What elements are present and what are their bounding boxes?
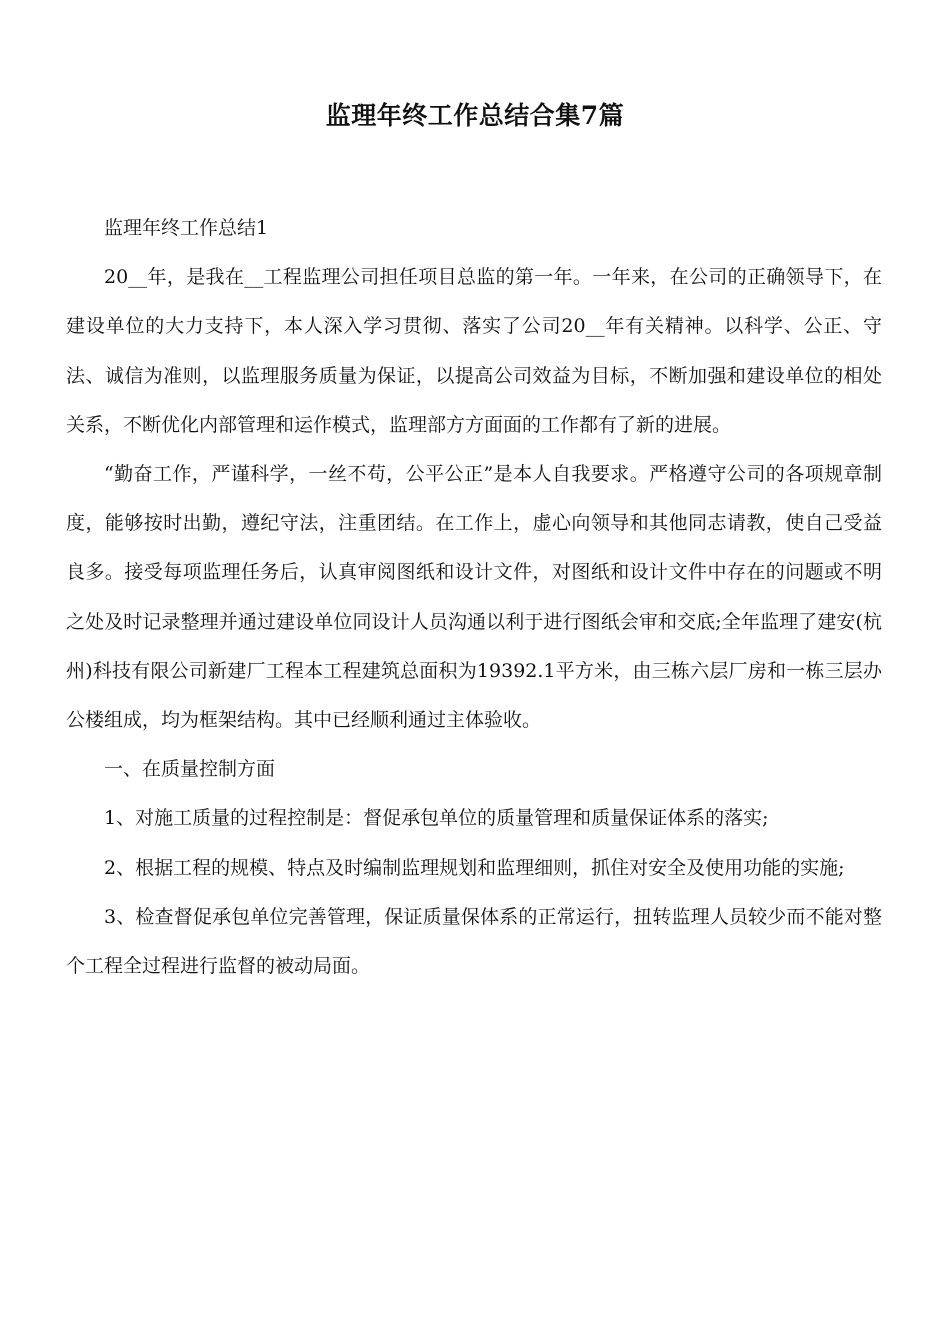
list-item: 1、对施工质量的过程控制是：督促承包单位的质量管理和质量保证体系的落实; bbox=[104, 807, 769, 830]
body-paragraph: 20__年，是我在__工程监理公司担任项目总监的第一年。一年来，在公司的正确领导下，在建设单位的大力支持下，本人深入学习贯彻、落实了公司20__年有关精神。以科学、公正、守法、诚信为准则，以监理服务质量为保证，以提高公司效益为目标，不断加强和建设单位的相处关系，不断优化内部管理和运作模式，监理部方方面面的工作都有了新的进展。 bbox=[66, 266, 882, 436]
document-body bbox=[66, 204, 882, 991]
list-item: 2、根据工程的规模、特点及时编制监理规划和监理细则，抓住对安全及使用功能的实施; bbox=[104, 856, 845, 879]
subsection-heading: 一、在质量控制方面 bbox=[104, 758, 276, 781]
list-item: 3、检查督促承包单位完善管理，保证质量保体系的正常运行，扭转监理人员较少而不能对整个工程全过程进行监督的被动局面。 bbox=[66, 905, 882, 978]
body-paragraph: “勤奋工作，严谨科学，一丝不苟，公平公正”是本人自我要求。严格遵守公司的各项规章制度，能够按时出勤，遵纪守法，注重团结。在工作上，虚心向领导和其他同志请教，使自己受益良多。接受每项监理任务后，认真审阅图纸和设计文件，对图纸和设计文件中存在的问题或不明之处及时记录整理并通过建设单位同设计人员沟通以利于进行图纸会审和交底;全年监理了建安(杭州)科技有限公司新建厂工程本工程建筑总面积为19392.1平方米，由三栋六层厂房和一栋三层办公楼组成，均为框架结构。其中已经顺利通过主体验收。 bbox=[66, 463, 882, 732]
document-title: 监理年终工作总结合集7篇 bbox=[325, 101, 625, 130]
section-heading: 监理年终工作总结1 bbox=[104, 217, 269, 239]
